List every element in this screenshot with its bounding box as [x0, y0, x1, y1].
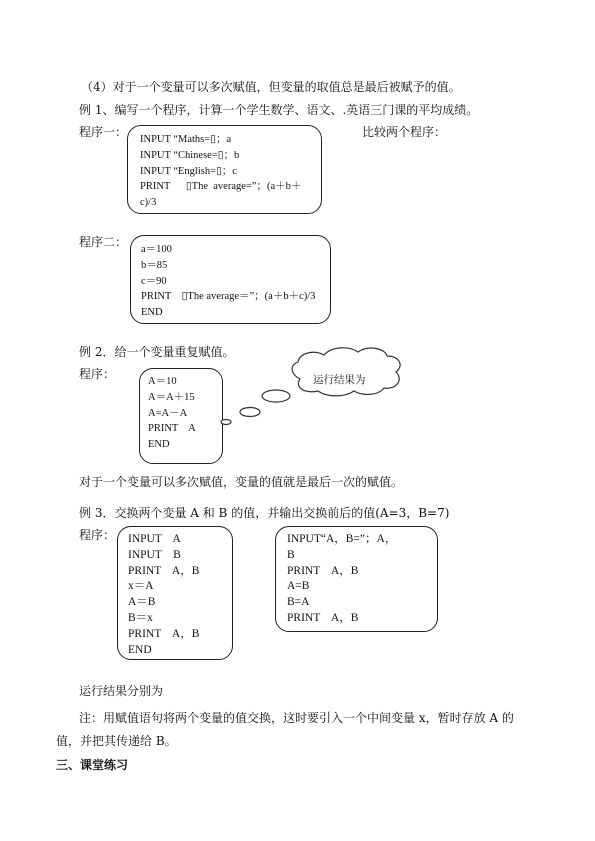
result-label: 运行结果分别为	[79, 684, 164, 698]
example3-right-box	[275, 526, 438, 632]
example3-left-code: INPUT A INPUT B PRINT A，B x＝A A＝B B＝x PRINT A，B END	[128, 533, 200, 656]
example2-conclusion: 对于一个变量可以多次赋值，变量的值就是最后一次的赋值。	[79, 475, 404, 489]
note-line-2: 值，并把其传递给 B。	[56, 734, 177, 748]
program1-label: 程序一：	[79, 125, 128, 139]
cloud-text: 运行结果为	[313, 374, 366, 386]
cloud-bubble-small	[221, 420, 231, 425]
example2-title: 例 2．给一个变量重复赋值。	[79, 345, 235, 359]
example1-title: 例 1、编写一个程序，计算一个学生数学、语文、.英语三门课的平均成绩。	[79, 103, 479, 117]
example2-code: A＝10 A＝A＋15 A=A－A PRINT A END	[148, 376, 196, 451]
section-heading: 三、课堂练习	[56, 758, 129, 772]
program2-code: a＝100 b＝85 c＝90 PRINT ▯The average＝”；(a＋b＋c)/3 END	[141, 244, 316, 319]
program2-label: 程序二：	[79, 235, 128, 249]
note-line-1: 注：用赋值语句将两个变量的值交换，这时要引入一个中间变量 x，暂时存放 A 的	[79, 711, 514, 725]
compare-label: 比较两个程序：	[362, 125, 447, 139]
example3-title: 例 3．交换两个变量 A 和 B 的值，并输出交换前后的值(A=3，B=7)	[79, 506, 450, 520]
cloud-bubble-large	[262, 390, 290, 402]
example3-program-label: 程序：	[79, 528, 116, 542]
example2-program-label: 程序：	[79, 367, 116, 381]
program1-code: INPUT “Maths=▯；a INPUT “Chinese=▯；b INPUT “English=▯；c PRINT ▯The average=”；(a＋b＋ c)/3	[140, 134, 302, 209]
example3-right-code: INPUT“A，B=”；A， B PRINT A，B A=B B=A PRINT A，B	[287, 533, 397, 624]
cloud-bubble-medium	[240, 408, 260, 417]
intro-rule: （4）对于一个变量可以多次赋值，但变量的取值总是最后被赋予的值。	[81, 80, 461, 94]
example3-left-box	[117, 526, 233, 660]
